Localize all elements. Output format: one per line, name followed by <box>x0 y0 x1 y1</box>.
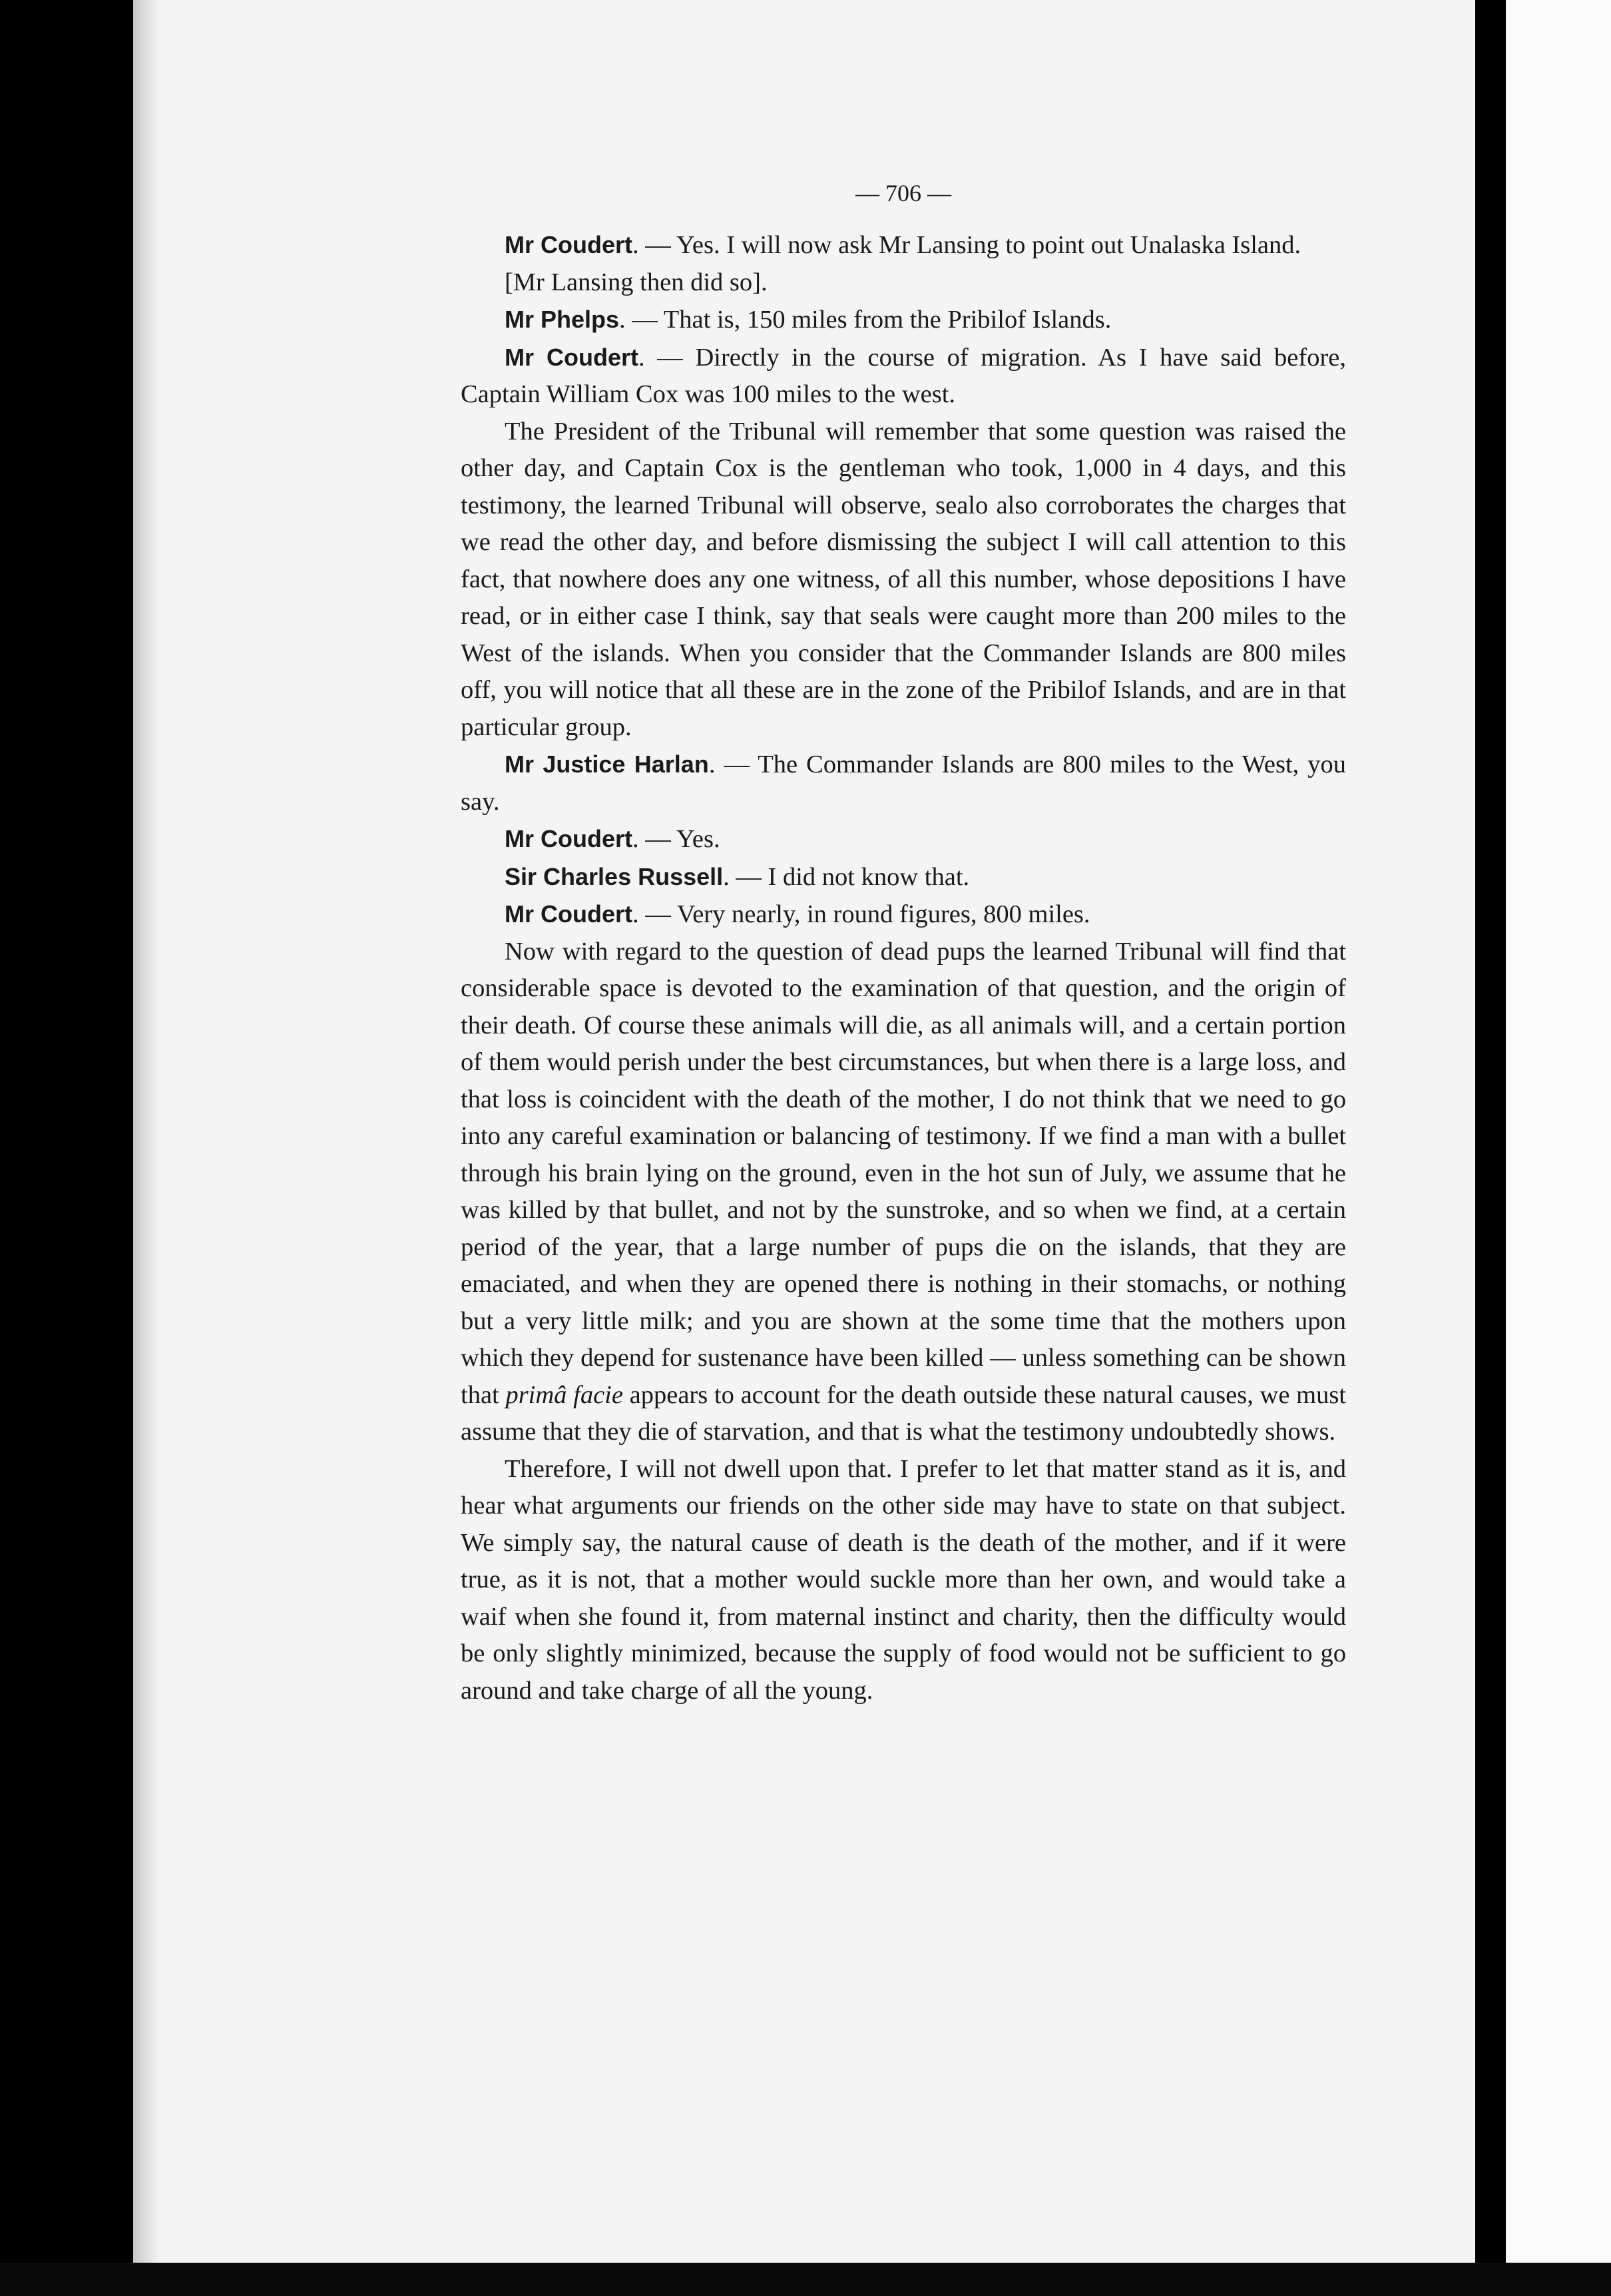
speaker-name: Mr Phelps <box>505 306 620 333</box>
paragraph-text: Therefore, I will not dwell upon that. I prefer to let that matter stand as it is, and hear what arguments our friends on the other side may have to state on that subject. We simply say, the natural cause of death is the death of the mother, and if it were true, as it is not, that a mother would suckle more than her own, and would take a waif when she found it, from maternal instinct and charity, then the difficulty would be only slightly minimized, because the supply of food would not be sufficient to go around and take charge of all the young. <box>461 1454 1346 1705</box>
page-number: — 706 — <box>855 180 951 206</box>
speaker-separator: . — <box>632 900 677 928</box>
scan-bottom-border <box>0 2263 1611 2296</box>
speaker-separator: . — <box>708 750 758 778</box>
page-text <box>461 180 1346 1709</box>
paragraph-8 <box>461 858 1346 896</box>
paragraph-text: The Commander Islands are 800 miles to the West, you say. <box>461 750 1346 816</box>
speaker-name: Mr Coudert <box>505 900 632 928</box>
speaker-name: Mr Coudert <box>505 231 632 258</box>
paragraph-text: Yes. I will now ask Mr Lansing to point out Unalaska Island. <box>676 231 1301 259</box>
paragraph-2 <box>461 264 1346 302</box>
paragraph-text: I did not know that. <box>768 862 970 891</box>
paragraph-3 <box>461 301 1346 339</box>
speaker-name: Mr Coudert <box>505 825 632 852</box>
speaker-name: Mr Justice Harlan <box>505 750 709 778</box>
paragraph-5 <box>461 414 1346 746</box>
paragraph-text: Directly in the course of migration. As I have said before, Captain William Cox was 100 miles to the west. <box>461 343 1346 408</box>
paragraph-text-continued: appears to account for the death outside these natural causes, we must assume that they die of starvation, and that is what the testimony undoubtedly shows. <box>461 1380 1346 1446</box>
paragraph-text: The President of the Tribunal will remember that some question was raised the other day, and Captain Cox is the gentleman who took, 1,000 in 4 days, and this testimony, the learned Tribunal will observe, sealo also corroborates the charges that we read the other day, and before dismissing the subject I will call attention to this fact, that nowhere does any one witness, of all this number, whose depositions I have read, or in either case I think, say that seals were caught more than 200 miles to the West of the islands. When you consider that the Commander Islands are 800 miles off, you will notice that all these are in the zone of the Pribilof Islands, and are in that particular group. <box>461 417 1346 741</box>
paragraph-text: Very nearly, in round figures, 800 miles. <box>676 900 1090 928</box>
paragraph-4 <box>461 339 1346 414</box>
next-page-edge <box>1506 0 1611 2263</box>
speaker-name: Sir Charles Russell <box>505 862 724 890</box>
paragraph-7 <box>461 820 1346 858</box>
paragraph-text: Now with regard to the question of dead pups the learned Tribunal will find that considerable space is devoted to the examination of that question, and the origin of their death. Of course these animals will die, as all animals will, and a certain portion of them would perish under the best circumstances, but when there is a large loss, and that loss is coincident with the death of the mother, I do not think that we need to go into any careful examination or balancing of testimony. If we find a man with a bullet through his brain lying on the ground, even in the hot sun of July, we assume that he was killed by that bullet, and not by the sunstroke, and so when we find, at a certain period of the year, that a large number of pups die on the islands, that they are emaciated, and when they are opened there is nothing in their stomachs, or nothing but a very little milk; and you are shown at the some time that the mothers upon which they depend for sustenance have been killed — unless something can be shown that <box>461 937 1346 1409</box>
paragraph-1 <box>461 226 1346 264</box>
paragraph-text: Yes. <box>676 825 720 853</box>
speaker-separator: . — <box>638 343 696 372</box>
speaker-name: Mr Coudert <box>505 343 639 371</box>
speaker-separator: . — <box>723 862 768 891</box>
paragraph-6 <box>461 746 1346 820</box>
paragraph-9 <box>461 896 1346 934</box>
latin-phrase: primâ facie <box>505 1380 623 1409</box>
speaker-separator: . — <box>619 306 664 334</box>
paragraph-text: [Mr Lansing then did so]. <box>505 268 768 296</box>
page-binding-shadow <box>133 0 160 2263</box>
speaker-separator: . — <box>632 231 676 259</box>
speaker-separator: . — <box>632 825 676 853</box>
paragraph-11 <box>461 1451 1346 1710</box>
paragraph-text: That is, 150 miles from the Pribilof Islands. <box>663 306 1112 334</box>
paragraph-10 <box>461 934 1346 1451</box>
